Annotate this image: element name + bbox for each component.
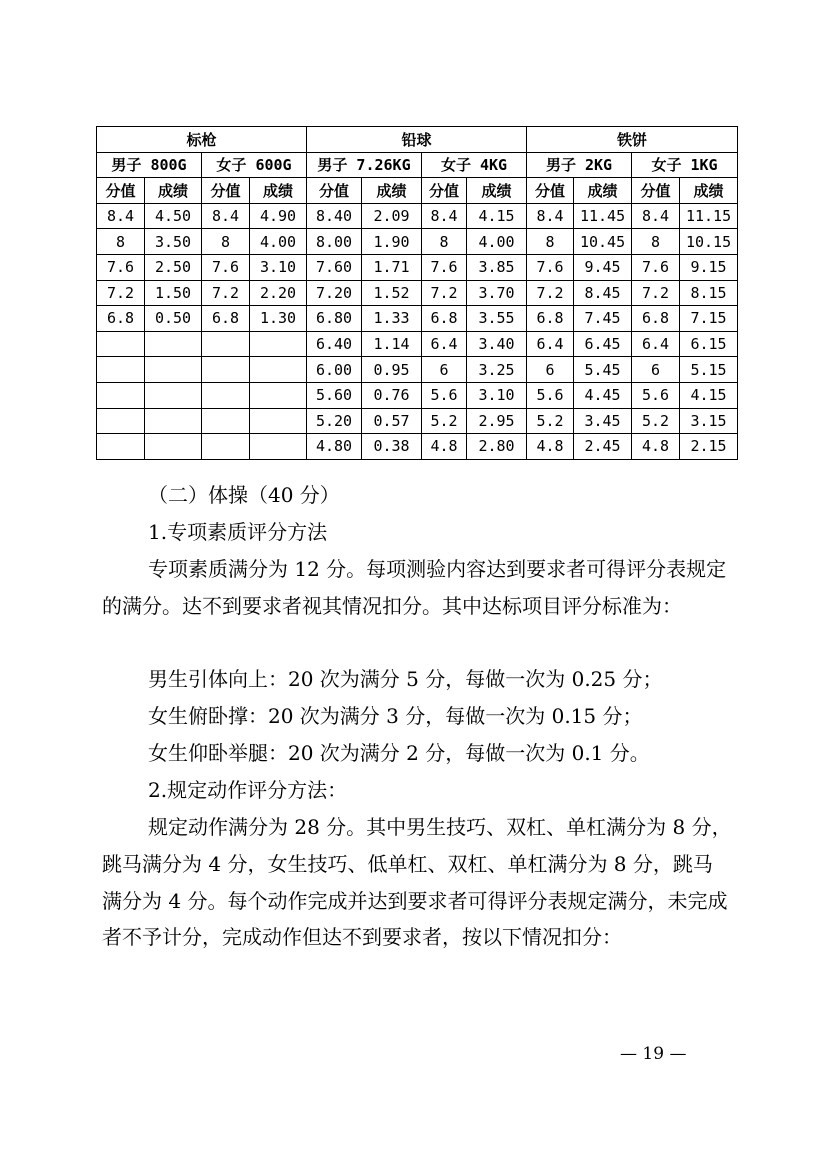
table-cell: 5.2 — [422, 408, 467, 434]
table-cell: 3.25 — [467, 357, 527, 383]
subgroup-header: 男子 800G — [97, 152, 202, 178]
table-row — [97, 229, 738, 255]
table-cell: 6 — [632, 357, 680, 383]
subgroup-header: 女子 1KG — [632, 152, 738, 178]
table-cell: 8 — [202, 229, 250, 255]
column-header: 分值 — [202, 178, 250, 204]
subsection-heading-2: 2.规定动作评分方法： — [148, 778, 348, 802]
table-cell: 8.4 — [202, 203, 250, 229]
table-cell: 6.4 — [527, 331, 574, 357]
table-cell: 2.50 — [145, 254, 202, 280]
table-cell: 10.45 — [574, 229, 632, 255]
table-cell — [97, 331, 145, 357]
table-cell: 1.14 — [362, 331, 422, 357]
table-row — [97, 357, 738, 383]
table-cell: 6.80 — [307, 306, 362, 332]
table-cell: 1.52 — [362, 280, 422, 306]
table-cell: 7.6 — [632, 254, 680, 280]
table-cell: 1.50 — [145, 280, 202, 306]
table-cell: 4.8 — [422, 434, 467, 460]
table-cell — [250, 434, 307, 460]
column-header-row — [97, 178, 738, 204]
standard-item-3: 女生仰卧举腿：20 次为满分 2 分，每做一次为 0.1 分。 — [148, 741, 650, 765]
table-row — [97, 280, 738, 306]
table-cell: 2.15 — [680, 434, 738, 460]
table-cell — [250, 357, 307, 383]
table-cell — [97, 434, 145, 460]
subsection-heading-1: 1.专项素质评分方法 — [148, 520, 328, 544]
table-cell: 2.09 — [362, 203, 422, 229]
table-cell: 2.20 — [250, 280, 307, 306]
table-cell: 4.80 — [307, 434, 362, 460]
table-cell: 8 — [422, 229, 467, 255]
table-cell: 0.95 — [362, 357, 422, 383]
paragraph-2: 规定动作满分为 28 分。其中男生技巧、双杠、单杠满分为 8 分，跳马满分为 4 分，女生技巧、低单杠、双杠、单杠满分为 8 分，跳马满分为 4 分。每个动作完成并达到要求者可得评分表规定满分，未完成者不予计分，完成动作但达不到要求者，按以下情况扣分： — [102, 815, 732, 950]
table-cell: 7.6 — [422, 254, 467, 280]
table-cell: 3.55 — [467, 306, 527, 332]
table-cell: 5.2 — [527, 408, 574, 434]
table-cell — [202, 408, 250, 434]
table-cell: 7.2 — [97, 280, 145, 306]
table-cell: 2.95 — [467, 408, 527, 434]
table-cell: 7.15 — [680, 306, 738, 332]
column-header: 成绩 — [145, 178, 202, 204]
table-cell — [202, 331, 250, 357]
table-cell: 2.45 — [574, 434, 632, 460]
table-cell: 5.2 — [632, 408, 680, 434]
table-cell: 5.20 — [307, 408, 362, 434]
subgroup-header: 男子 7.26KG — [307, 152, 422, 178]
column-header: 分值 — [632, 178, 680, 204]
table-cell — [97, 357, 145, 383]
subgroup-header: 男子 2KG — [527, 152, 632, 178]
table-cell: 3.15 — [680, 408, 738, 434]
table-cell: 4.8 — [527, 434, 574, 460]
table-cell: 4.15 — [467, 203, 527, 229]
table-cell — [145, 331, 202, 357]
table-cell — [97, 408, 145, 434]
subgroup-header: 女子 600G — [202, 152, 307, 178]
table-cell: 8.4 — [632, 203, 680, 229]
table-cell: 8.00 — [307, 229, 362, 255]
table-cell: 0.57 — [362, 408, 422, 434]
column-header: 分值 — [422, 178, 467, 204]
table-cell: 5.6 — [632, 382, 680, 408]
table-cell: 7.2 — [632, 280, 680, 306]
column-header: 分值 — [527, 178, 574, 204]
column-header: 分值 — [307, 178, 362, 204]
table-cell: 7.20 — [307, 280, 362, 306]
column-header: 成绩 — [680, 178, 738, 204]
group-header-discus: 铁饼 — [527, 127, 738, 153]
table-cell: 6.00 — [307, 357, 362, 383]
table-cell: 6.15 — [680, 331, 738, 357]
table-cell: 8 — [632, 229, 680, 255]
table-cell — [250, 331, 307, 357]
table-cell: 6.40 — [307, 331, 362, 357]
table-cell: 7.2 — [422, 280, 467, 306]
table-cell: 7.60 — [307, 254, 362, 280]
table-cell: 6.8 — [632, 306, 680, 332]
table-cell — [145, 408, 202, 434]
table-cell: 1.30 — [250, 306, 307, 332]
table-cell — [202, 434, 250, 460]
table-cell — [145, 434, 202, 460]
section-heading: （二）体操（40 分） — [148, 483, 340, 507]
table-row — [97, 331, 738, 357]
table-cell: 4.00 — [250, 229, 307, 255]
table-cell: 9.15 — [680, 254, 738, 280]
table-cell: 5.15 — [680, 357, 738, 383]
table-cell: 6.45 — [574, 331, 632, 357]
table-cell: 3.40 — [467, 331, 527, 357]
table-cell: 3.70 — [467, 280, 527, 306]
table-cell: 11.15 — [680, 203, 738, 229]
table-cell: 6 — [422, 357, 467, 383]
table-cell: 6 — [527, 357, 574, 383]
table-cell: 6.8 — [422, 306, 467, 332]
table-cell: 10.15 — [680, 229, 738, 255]
table-cell: 7.45 — [574, 306, 632, 332]
table-cell: 1.33 — [362, 306, 422, 332]
table-cell: 1.71 — [362, 254, 422, 280]
table-cell: 2.80 — [467, 434, 527, 460]
table-cell: 7.6 — [527, 254, 574, 280]
column-header: 成绩 — [574, 178, 632, 204]
table-cell: 5.6 — [422, 382, 467, 408]
table-row — [97, 203, 738, 229]
column-header: 成绩 — [362, 178, 422, 204]
table-cell: 0.38 — [362, 434, 422, 460]
group-header-shot-put: 铅球 — [307, 127, 527, 153]
table-cell: 6.4 — [632, 331, 680, 357]
table-cell: 8.15 — [680, 280, 738, 306]
table-row — [97, 306, 738, 332]
table-cell: 3.10 — [250, 254, 307, 280]
group-header-javelin: 标枪 — [97, 127, 307, 153]
table-cell: 3.85 — [467, 254, 527, 280]
table-cell: 8.4 — [422, 203, 467, 229]
table-row — [97, 382, 738, 408]
table-cell: 5.60 — [307, 382, 362, 408]
table-cell: 5.45 — [574, 357, 632, 383]
subgroup-header: 女子 4KG — [422, 152, 527, 178]
table-cell: 7.2 — [527, 280, 574, 306]
table-cell: 1.90 — [362, 229, 422, 255]
column-header: 成绩 — [467, 178, 527, 204]
table-cell: 4.00 — [467, 229, 527, 255]
table-cell: 8.40 — [307, 203, 362, 229]
subgroup-header-row — [97, 152, 738, 178]
table-cell: 8 — [527, 229, 574, 255]
table-row — [97, 434, 738, 460]
table-cell: 9.45 — [574, 254, 632, 280]
table-cell — [250, 408, 307, 434]
column-header: 成绩 — [250, 178, 307, 204]
paragraph-1: 专项素质满分为 12 分。每项测验内容达到要求者可得评分表规定的满分。达不到要求者视其情况扣分。其中达标项目评分标准为： — [102, 557, 727, 618]
table-cell: 0.50 — [145, 306, 202, 332]
group-header-row — [97, 127, 738, 153]
table-cell: 4.90 — [250, 203, 307, 229]
table-cell: 3.45 — [574, 408, 632, 434]
table-cell: 4.50 — [145, 203, 202, 229]
table-cell: 7.6 — [97, 254, 145, 280]
standard-item-1: 男生引体向上：20 次为满分 5 分，每做一次为 0.25 分； — [148, 667, 663, 691]
table-cell: 8.45 — [574, 280, 632, 306]
column-header: 分值 — [97, 178, 145, 204]
standard-item-2: 女生俯卧撑：20 次为满分 3 分，每做一次为 0.15 分； — [148, 704, 643, 728]
scoring-table — [96, 126, 738, 460]
table-cell — [145, 357, 202, 383]
table-cell: 8.4 — [527, 203, 574, 229]
table-cell: 5.6 — [527, 382, 574, 408]
table-cell: 6.4 — [422, 331, 467, 357]
table-cell: 8.4 — [97, 203, 145, 229]
table-cell: 3.50 — [145, 229, 202, 255]
table-cell: 4.15 — [680, 382, 738, 408]
table-cell: 6.8 — [202, 306, 250, 332]
page-number: — 19 — — [620, 1044, 687, 1064]
table-cell: 0.76 — [362, 382, 422, 408]
table-cell — [250, 382, 307, 408]
table-cell: 7.6 — [202, 254, 250, 280]
table-cell — [202, 357, 250, 383]
table-cell: 6.8 — [97, 306, 145, 332]
table-cell: 6.8 — [527, 306, 574, 332]
table-cell — [97, 382, 145, 408]
table-cell: 4.8 — [632, 434, 680, 460]
table-cell — [145, 382, 202, 408]
table-cell: 11.45 — [574, 203, 632, 229]
table-row — [97, 408, 738, 434]
table-cell: 4.45 — [574, 382, 632, 408]
table-cell: 3.10 — [467, 382, 527, 408]
table-cell: 7.2 — [202, 280, 250, 306]
table-row — [97, 254, 738, 280]
table-cell — [202, 382, 250, 408]
table-cell: 8 — [97, 229, 145, 255]
